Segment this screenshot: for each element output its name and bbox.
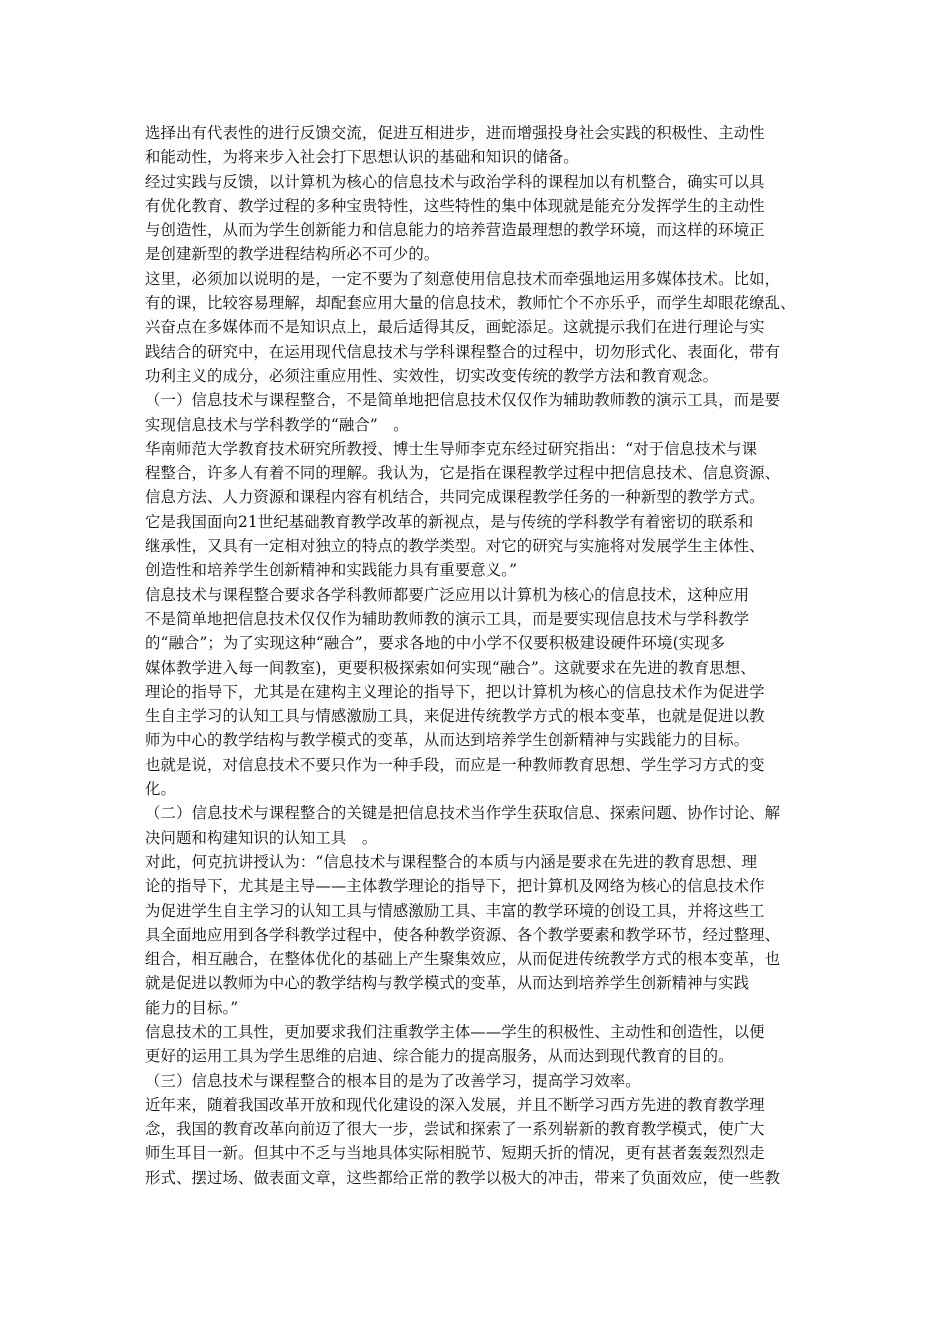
text-line: 形式、摆过场、做表面文章，这些都给正常的教学以极大的冲击，带来了负面效应，使一些教 — [145, 1168, 781, 1187]
text-line: 的“融合”；为了实现这种“融合”，要求各地的中小学不仅要积极建设硬件环境(实现多 — [145, 634, 726, 653]
text-line: 和能动性，为将来步入社会打下思想认识的基础和知识的储备。 — [145, 148, 579, 167]
text-line: 更好的运用工具为学生思维的启迪、综合能力的提高服务，从而达到现代教育的目的。 — [145, 1047, 734, 1066]
text-line: 与创造性，从而为学生创新能力和信息能力的培养营造最理想的教学环境，而这样的环境正 — [145, 221, 765, 240]
text-line: 有的课，比较容易理解，却配套应用大量的信息技术，教师忙个不亦乐乎，而学生却眼花缭乱、 — [145, 294, 796, 313]
text-line: 就是促进以教师为中心的教学结构与教学模式的变革，从而达到培养学生创新精神与实践 — [145, 974, 750, 993]
text-line: 继承性，又具有一定相对独立的特点的教学类型。对它的研究与实施将对发展学生主体性、 — [145, 537, 765, 556]
text-line: 近年来，随着我国改革开放和现代化建设的深入发展，并且不断学习西方先进的教育教学理 — [145, 1095, 765, 1114]
section-heading-line: （一）信息技术与课程整合，不是简单地把信息技术仅仅作为辅助教师教的演示工具，而是要 — [145, 391, 781, 410]
text-line: 理论的指导下，尤其是在建构主义理论的指导下，把以计算机为核心的信息技术作为促进学 — [145, 682, 765, 701]
text-line: 它是我国面向21世纪基础教育教学改革的新视点，是与传统的学科教学有着密切的联系和 — [145, 512, 754, 531]
text-line: 师生耳目一新。但其中不乏与当地具体实际相脱节、短期夭折的情况，更有甚者轰轰烈烈走 — [145, 1144, 765, 1163]
text-line: 生自主学习的认知工具与情感激励工具，来促进传统教学方式的根本变革，也就是促进以教 — [145, 707, 765, 726]
text-line: 程整合，许多人有着不同的理解。我认为，它是指在课程教学过程中把信息技术、信息资源、 — [145, 464, 781, 483]
text-line: 经过实践与反馈，以计算机为核心的信息技术与政治学科的课程加以有机整合，确实可以具 — [145, 172, 765, 191]
text-line: 这里，必须加以说明的是，一定不要为了刻意使用信息技术而牵强地运用多媒体技术。比如， — [145, 269, 781, 288]
text-line: 师为中心的教学结构与教学模式的变革，从而达到培养学生创新精神与实践能力的目标。 — [145, 731, 750, 750]
text-line: 是创建新型的教学进程结构所必不可少的。 — [145, 245, 440, 264]
text-line: 华南师范大学教育技术研究所教授、博士生导师李克东经过研究指出：“对于信息技术与课 — [145, 439, 758, 458]
text-line: 功利主义的成分，必须注重应用性、实效性，切实改变传统的教学方法和教育观念。 — [145, 366, 719, 385]
text-line: 媒体教学进入每一间教室)，更要积极探索如何实现“融合”。这就要求在先进的教育思想、 — [145, 658, 756, 677]
text-line: 不是简单地把信息技术仅仅作为辅助教师教的演示工具，而是要实现信息技术与学科教学 — [145, 609, 750, 628]
text-line: 化。 — [145, 780, 176, 799]
text-line: 论的指导下，尤其是主导——主体教学理论的指导下，把计算机及网络为核心的信息技术作 — [145, 877, 765, 896]
text-line: 具全面地应用到各学科教学过程中，使各种教学资源、各个教学要素和教学环节，经过整理、 — [145, 925, 781, 944]
text-line: 信息技术与课程整合要求各学科教师都要广泛应用以计算机为核心的信息技术，这种应用 — [145, 585, 750, 604]
text-line: 为促进学生自主学习的认知工具与情感激励工具、丰富的教学环境的创设工具，并将这些工 — [145, 901, 765, 920]
text-line: 念，我国的教育改革向前迈了很大一步，尝试和探索了一系列崭新的教育教学模式，使广大 — [145, 1120, 765, 1139]
section-heading-line: 决问题和构建知识的认知工具 。 — [145, 828, 378, 847]
section-heading-line: 实现信息技术与学科教学的“融合” 。 — [145, 415, 409, 434]
text-line: 创造性和培养学生创新精神和实践能力具有重要意义。” — [145, 561, 518, 580]
text-line: 也就是说，对信息技术不要只作为一种手段，而应是一种教师教育思想、学生学习方式的变 — [145, 755, 765, 774]
text-line: 能力的目标。” — [145, 998, 239, 1017]
section-heading-line: （三）信息技术与课程整合的根本目的是为了改善学习，提高学习效率。 — [145, 1071, 641, 1090]
text-line: 信息方法、人力资源和课程内容有机结合，共同完成课程教学任务的一种新型的教学方式。 — [145, 488, 765, 507]
text-line: 组合，相互融合，在整体优化的基础上产生聚集效应，从而促进传统教学方式的根本变革，也 — [145, 950, 781, 969]
text-line: 选择出有代表性的进行反馈交流，促进互相进步，进而增强投身社会实践的积极性、主动性 — [145, 124, 765, 142]
section-heading-line: （二）信息技术与课程整合的关键是把信息技术当作学生获取信息、探索问题、协作讨论、解 — [145, 804, 781, 823]
text-line: 有优化教育、教学过程的多种宝贵特性，这些特性的集中体现就是能充分发挥学生的主动性 — [145, 196, 765, 215]
text-line: 信息技术的工具性，更加要求我们注重教学主体——学生的积极性、主动性和创造性，以便 — [145, 1022, 765, 1041]
text-line: 兴奋点在多媒体而不是知识点上，最后适得其反，画蛇添足。这就提示我们在进行理论与实 — [145, 318, 765, 337]
text-line: 践结合的研究中，在运用现代信息技术与学科课程整合的过程中，切勿形式化、表面化，带有 — [145, 342, 781, 361]
text-line: 对此，何克抗讲授认为：“信息技术与课程整合的本质与内涵是要求在先进的教育思想、理 — [145, 852, 758, 871]
document-body — [145, 121, 817, 1190]
